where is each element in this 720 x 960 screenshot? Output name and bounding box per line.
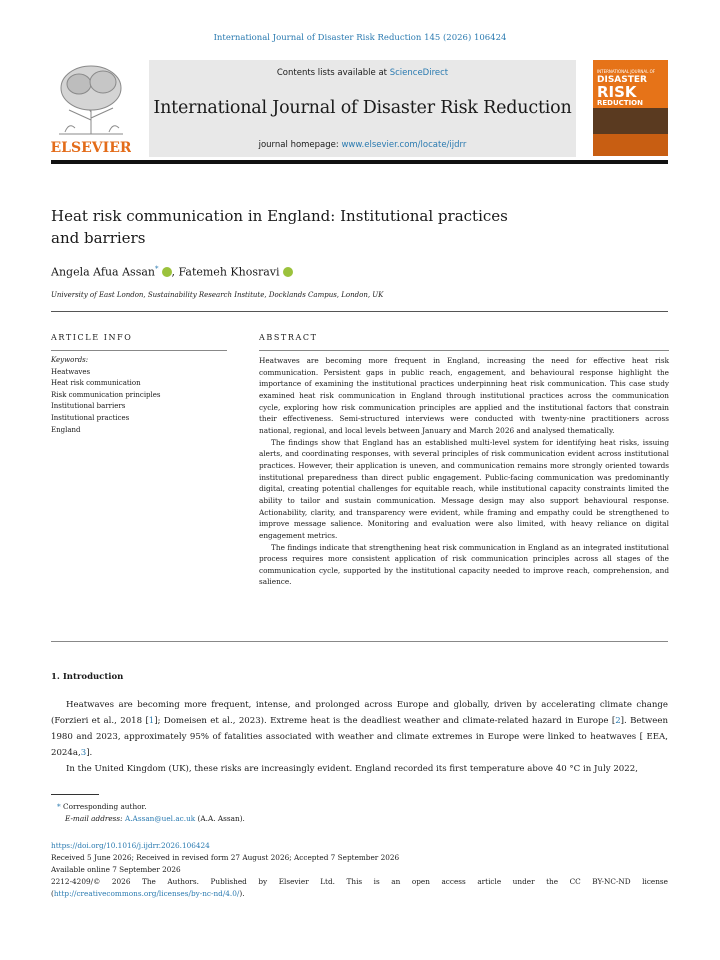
divider — [51, 311, 668, 312]
abstract-paragraph: The findings indicate that strengthening heat risk communication in England as an integrated institutional process requires more consistent application of risk communication principles across all stages of the communication cycle, supported by the institutional capacity needed to improve reach, comprehension, and salience. — [259, 542, 669, 587]
journal-citation[interactable]: International Journal of Disaster Risk Reduction 145 (2026) 106424 — [213, 33, 507, 43]
journal-title: International Journal of Disaster Risk Reduction — [153, 98, 572, 118]
abstract-paragraph: Heatwaves are becoming more frequent in England, increasing the need for effective heat risk communication. Persistent gaps in public reach, engagement, and behavioural response highlight the importance of examining the institutional practices underpinning heat risk communication. This case study examined heat risk communication in England through institutional practices across the communication cycle, exploring how risk communication principles are applied and the institutional factors that constrain their effectiveness. Semi-structured interviews were conducted with twenty-nine practitioners across national, regional, and local levels between January and March 2026 and analysed thematically. — [259, 356, 669, 435]
abstract-body — [259, 355, 669, 588]
orcid-icon[interactable] — [283, 267, 293, 277]
journal-homepage-line: journal homepage: www.elsevier.com/locate/ijdrr — [258, 140, 467, 150]
keyword: England — [51, 425, 81, 434]
cover-footer — [593, 134, 668, 156]
author-name[interactable]: Fatemeh Khosravi — [178, 265, 280, 279]
article-info-heading: ARTICLE INFO — [51, 333, 133, 342]
sciencedirect-link[interactable]: ScienceDirect — [389, 68, 449, 78]
license-line: (http://creativecommons.org/licenses/by-nc-nd/4.0/). — [51, 889, 245, 898]
author-list: Angela Afua Assan* , Fatemeh Khosravi — [51, 265, 293, 279]
license-text: 2212-4209/© 2026 The Authors. Published by Elsevier Ltd. This is an open access article under the CC BY-NC-ND license — [51, 877, 668, 886]
footnote-rule — [51, 794, 99, 795]
available-online: Available online 7 September 2026 — [51, 865, 181, 874]
footnote-mark: * — [57, 802, 61, 811]
reference-link[interactable]: 2 — [615, 716, 621, 726]
elsevier-logo — [51, 60, 131, 156]
keyword: Risk communication principles — [51, 390, 161, 399]
journal-banner — [149, 60, 576, 157]
elsevier-wordmark: ELSEVIER — [51, 140, 131, 156]
keywords-block — [51, 355, 227, 436]
license-link[interactable]: http://creativecommons.org/licenses/by-nc-nd/4.0/ — [53, 889, 240, 898]
article-title: Heat risk communication in England: Institutional practices and barriers — [51, 207, 508, 247]
affiliation: University of East London, Sustainability Research Institute, Docklands Campus, London, UK — [51, 291, 384, 299]
keyword: Institutional practices — [51, 413, 130, 422]
author-name[interactable]: Angela Afua Assan — [51, 265, 155, 279]
introduction-body — [51, 697, 668, 777]
elsevier-tree-icon — [51, 60, 131, 156]
keywords-label: Keywords: — [51, 356, 89, 364]
cover-title: INTERNATIONAL JOURNAL OF DISASTER RISK REDUCTION — [597, 69, 656, 107]
header-rule — [51, 160, 668, 164]
cover-photo — [593, 108, 668, 134]
contents-line: Contents lists available at ScienceDirect — [276, 68, 449, 78]
section-heading-introduction: 1. Introduction — [51, 672, 124, 682]
publication-meta — [51, 840, 668, 900]
email-link[interactable]: A.Assan@uel.ac.uk — [124, 814, 196, 823]
keyword: Heatwaves — [51, 367, 91, 376]
abstract-paragraph: The findings show that England has an established multi-level system for identifying heat risks, issuing alerts, and coordinating responses, with several principles of risk communication evident across institutional practices. However, their application is uneven, and communication remains more strongly oriented towards institutional preparedness than direct public engagement. Public-facing communication was predominantly digital, creating potential challenges for equitable reach, while institutional capacity constraints limited the ability to tailor and sustain communication. Message design may also support behavioural response. Actionability, clarity, and transparency were evident, while framing and empathy could be strengthened to improve message salience. Monitoring and evaluation were also limited, with heavy reliance on digital engagement metrics. — [259, 437, 669, 540]
intro-paragraph: In the United Kingdom (UK), these risks are increasingly evident. England recorded its first temperature above 40 °C in July 2022, — [66, 764, 638, 774]
intro-paragraph: Heatwaves are becoming more frequent, intense, and prolonged across Europe and globally, driven by accelerating climate change (Forzieri et al., 2018 [1]; Domeisen et al., 2023). Extreme heat is the deadliest weather and climate-related hazard in Europe [2]. Between 1980 and 2023, approximately 95% of fatalities associated with weather and climate extremes in Europe were linked to heatwaves [ EEA, 2024a,3]. — [51, 700, 668, 758]
orcid-icon[interactable] — [162, 267, 172, 277]
divider — [51, 641, 668, 642]
divider — [51, 350, 227, 351]
journal-cover[interactable] — [593, 60, 668, 156]
received-dates: Received 5 June 2026; Received in revised form 27 August 2026; Accepted 7 September 2026 — [51, 853, 400, 862]
keyword: Heat risk communication — [51, 379, 141, 388]
journal-homepage-link[interactable]: www.elsevier.com/locate/ijdrr — [341, 140, 467, 150]
divider — [259, 350, 669, 351]
doi-link[interactable]: https://doi.org/10.1016/j.ijdrr.2026.106424 — [51, 841, 210, 850]
keyword: Institutional barriers — [51, 402, 126, 411]
corresponding-author-mark[interactable]: * — [155, 265, 159, 273]
reference-link[interactable]: 3 — [80, 748, 87, 758]
footnote: * Corresponding author. E-mail address: A.Assan@uel.ac.uk (A.A. Assan). — [57, 802, 245, 823]
reference-link[interactable]: 1 — [148, 716, 155, 726]
abstract-heading: ABSTRACT — [259, 333, 318, 342]
